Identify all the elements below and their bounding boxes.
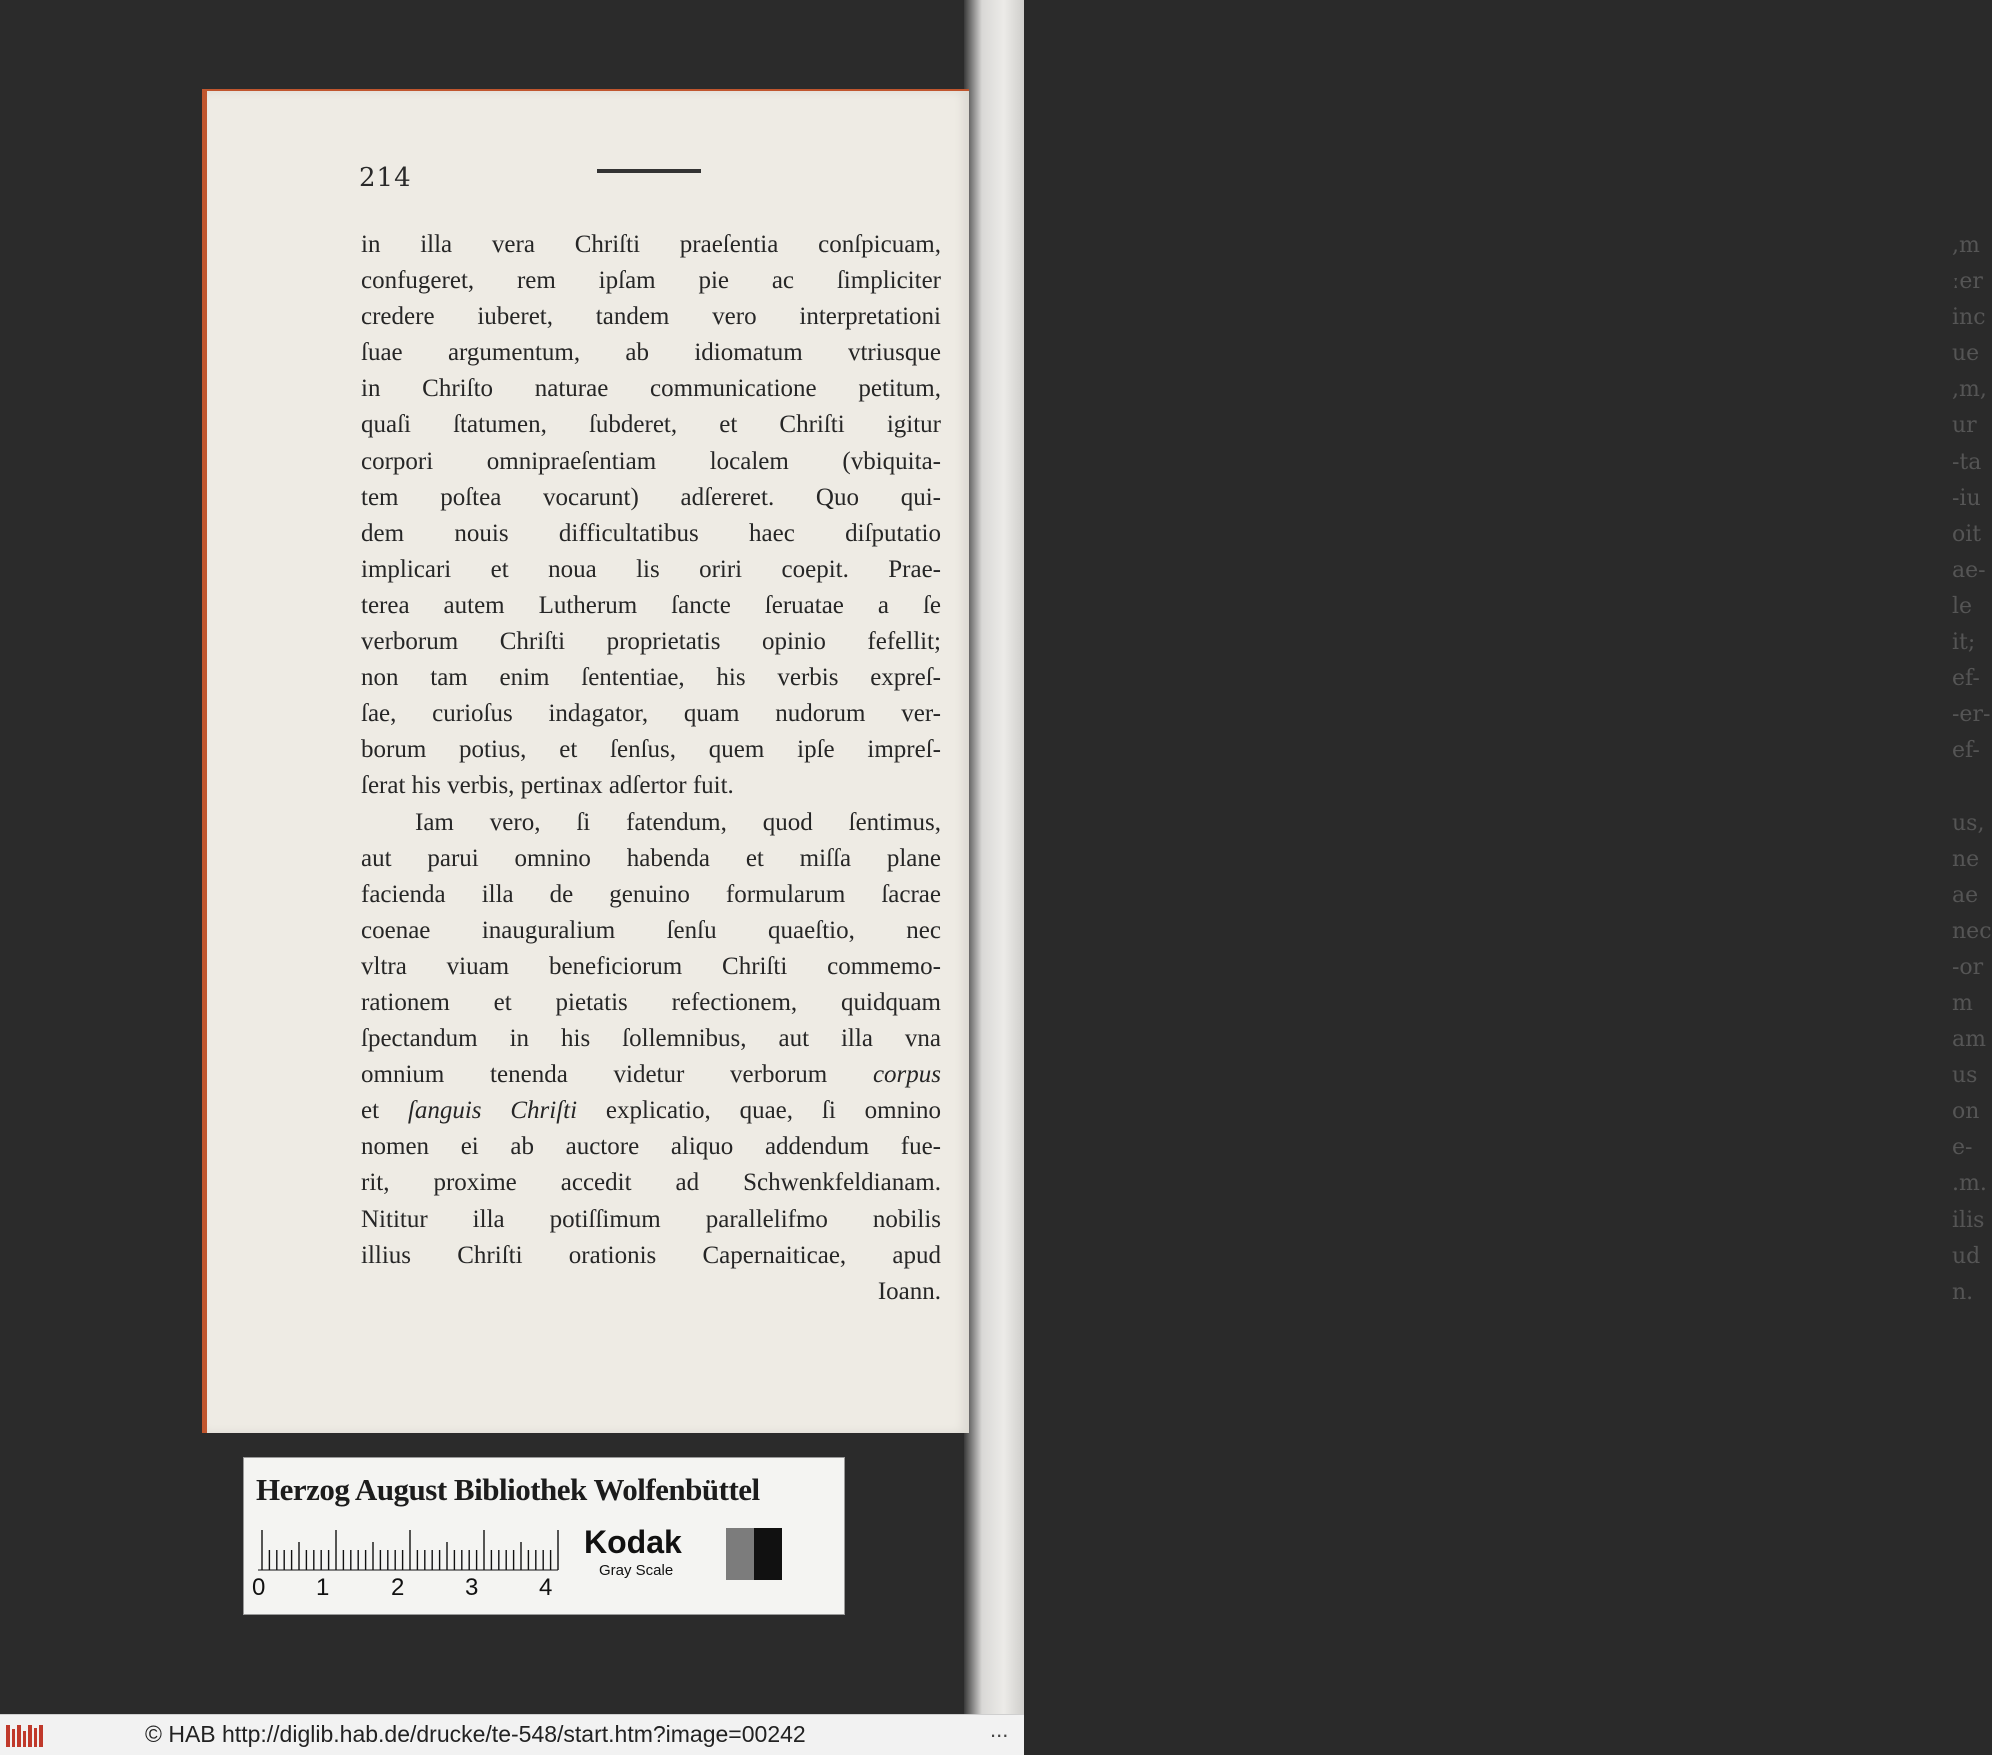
text-line: tem poſtea vocarunt) adſereret. Quo qui- — [361, 483, 941, 511]
gray-swatches — [726, 1528, 782, 1580]
text-line: in illa vera Chriſti praeſentia conſpicuam, — [361, 231, 941, 258]
ruler-number: 2 — [391, 1574, 405, 1601]
page-number: 214 — [359, 163, 412, 193]
text-line: ſpectandum in his ſollemnibus, aut illa vna — [361, 1025, 941, 1053]
color-target-card — [243, 1457, 845, 1615]
text-line: vltra viuam beneficiorum Chriſti commemo- — [361, 952, 941, 980]
text-line: corpori omnipraeſentiam localem (vbiquita- — [361, 447, 941, 475]
ruler-scale — [258, 1526, 558, 1576]
black-swatch — [754, 1528, 782, 1580]
italic-phrase: ſanguis Chriſti — [407, 1097, 578, 1125]
text-line: ſae, curioſus indagator, quam nudorum ver- — [361, 700, 941, 728]
text-line: ſerat his verbis, pertinax adſertor fuit. — [361, 772, 734, 800]
kodak-logo: Kodak — [584, 1524, 682, 1560]
ruler-number: 3 — [465, 1574, 479, 1601]
text-line: nomen ei ab auctore aliquo addendum fue- — [361, 1133, 941, 1161]
text-line — [361, 1093, 941, 1129]
text-line: rationem et pietatis refectionem, quidquam — [361, 988, 941, 1016]
text-line: Iam vero, ſi fatendum, quod ſentimus, — [415, 808, 941, 836]
text-span: explicatio, quae, ſi omnino — [605, 1097, 942, 1125]
text-line: Nititur illa potiſſimum parallelifmo nobilis — [361, 1205, 941, 1233]
copyright-url[interactable]: © HAB http://diglib.hab.de/drucke/te-548/start.htm?image=00242 — [145, 1721, 806, 1747]
gray-scale-label: Gray Scale — [599, 1562, 674, 1579]
text-line: confugeret, rem ipſam pie ac ſimpliciter — [361, 267, 941, 295]
text-line: non tam enim ſententiae, his verbis expreſ- — [361, 664, 941, 692]
text-line — [361, 1057, 941, 1093]
catchword: Ioann. — [877, 1277, 941, 1305]
text-line: aut parui omnino habenda et miſſa plane — [361, 844, 941, 872]
text-line: in Chriſto naturae communicatione petitum, — [361, 375, 941, 403]
text-line: terea autem Lutherum ſancte ſeruatae a ſe — [361, 591, 941, 619]
text-line: facienda illa de genuino formularum ſacrae — [361, 880, 941, 908]
text-line: credere iuberet, tandem vero interpretationi — [361, 303, 941, 331]
footer-bar — [0, 1714, 1024, 1755]
text-line: coenae inauguralium ſenſu quaeſtio, nec — [361, 916, 941, 944]
header-rule — [597, 169, 701, 173]
facing-page-fragments: ,m ːer inc ue ,m, ur -ta -iu oit ae- le it; ef- -er- ef- us, ne ae nec -or m am us on e- .m. ilis ud n. — [1952, 233, 1992, 1305]
page-text — [361, 227, 941, 1310]
text-line: dem nouis difficultatibus haec diſputatio — [361, 519, 941, 547]
text-line: illius Chriſti orationis Capernaiticae, apud — [361, 1241, 941, 1269]
text-span: et — [361, 1097, 380, 1125]
italic-word: corpus — [872, 1061, 942, 1089]
ruler-number: 0 — [252, 1574, 266, 1601]
more-icon[interactable]: ... — [990, 1717, 1009, 1742]
text-span: omnium tenenda videtur verborum — [361, 1061, 828, 1089]
text-line: quaſi ſtatumen, ſubderet, et Chriſti igitur — [361, 411, 941, 439]
facing-page-edge — [964, 0, 1992, 1714]
ruler-number: 4 — [539, 1574, 553, 1601]
text-line: rit, proxime accedit ad Schwenkfeldianam. — [361, 1169, 941, 1197]
hab-logo-icon — [6, 1723, 46, 1749]
text-line: borum potius, et ſenſus, quem ipſe impreſ- — [361, 736, 941, 764]
book-page — [202, 89, 969, 1433]
text-line: ſuae argumentum, ab idiomatum vtriusque — [361, 339, 941, 367]
library-name: Herzog August Bibliothek Wolfenbüttel — [256, 1472, 760, 1507]
text-line: verborum Chriſti proprietatis opinio fefellit; — [361, 628, 941, 656]
ruler-number: 1 — [316, 1574, 330, 1601]
gray-swatch — [726, 1528, 754, 1580]
text-line: implicari et noua lis oriri coepit. Prae- — [361, 555, 941, 583]
